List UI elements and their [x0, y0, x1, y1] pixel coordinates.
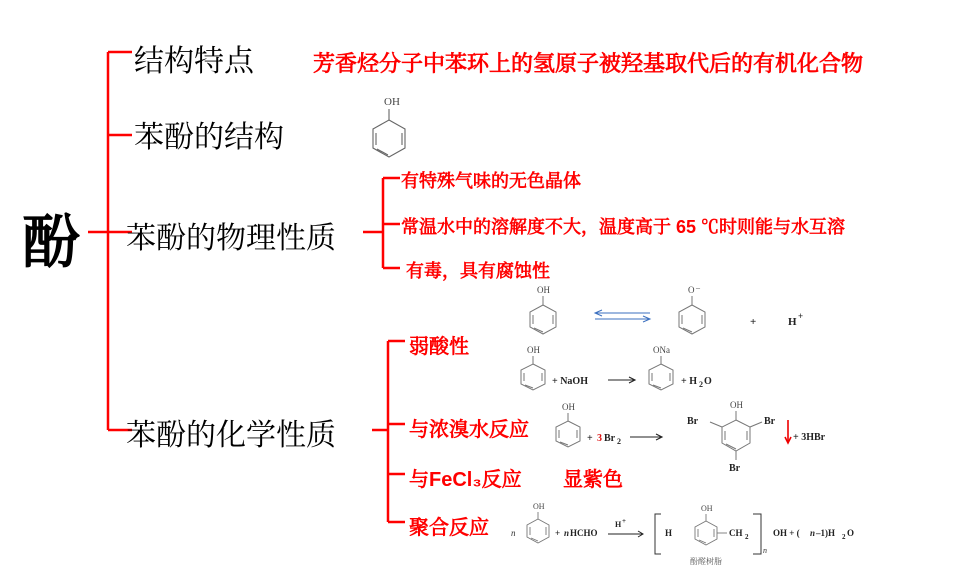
- svg-text:+ 3HBr: + 3HBr: [793, 432, 826, 443]
- structure-features-text: 芳香烃分子中苯环上的氢原子被羟基取代后的有机化合物: [313, 51, 864, 76]
- svg-text:HCHO: HCHO: [570, 528, 598, 538]
- branch-physical-properties[interactable]: 苯酚的物理性质: [126, 222, 336, 255]
- svg-text:OH: OH: [533, 502, 545, 511]
- sub-weak-acidity[interactable]: 弱酸性: [409, 336, 469, 358]
- svg-text:2: 2: [745, 533, 749, 541]
- svg-text:Br: Br: [729, 463, 741, 474]
- svg-text:+ NaOH: + NaOH: [552, 376, 588, 387]
- phenol-structure-diagram: [340, 92, 440, 167]
- svg-text:+: +: [555, 528, 561, 538]
- svg-text:H: H: [788, 316, 797, 328]
- svg-text:CH: CH: [729, 528, 743, 538]
- branch-phenol-structure[interactable]: 苯酚的结构: [134, 121, 284, 154]
- svg-text:n: n: [763, 546, 767, 555]
- svg-text:3: 3: [597, 433, 602, 444]
- fecl3-note: 显紫色: [563, 469, 623, 491]
- svg-text:2: 2: [699, 380, 703, 389]
- physical-property-line-1: 有特殊气味的无色晶体: [401, 171, 581, 191]
- physical-property-line-2: 常温水中的溶解度不大，温度高于 65 ℃时则能与水互溶: [401, 217, 846, 237]
- svg-text:+: +: [622, 517, 626, 525]
- svg-text:O: O: [704, 376, 712, 387]
- svg-text:+: +: [587, 433, 593, 444]
- sub-fecl3-reaction[interactable]: 与FeCl₃反应: [409, 469, 522, 491]
- svg-text:ONa: ONa: [653, 345, 670, 355]
- svg-text:H: H: [665, 528, 673, 538]
- svg-text:+: +: [798, 311, 804, 321]
- svg-text:–1)H: –1)H: [816, 528, 835, 538]
- svg-text:Br: Br: [604, 433, 616, 444]
- physical-property-line-3: 有毒，具有腐蚀性: [406, 261, 550, 281]
- bromine-equation-diagram: [540, 398, 870, 478]
- svg-text:n: n: [810, 528, 816, 538]
- branch-chemical-properties[interactable]: 苯酚的化学性质: [126, 419, 336, 452]
- svg-text:n: n: [511, 528, 516, 538]
- sub-bromine-water-reaction[interactable]: 与浓溴水反应: [409, 419, 529, 441]
- svg-text:2: 2: [617, 437, 621, 446]
- svg-text:2: 2: [842, 533, 846, 541]
- sub-polymerization-reaction[interactable]: 聚合反应: [409, 517, 489, 539]
- svg-text:OH: OH: [562, 402, 575, 412]
- svg-text:–: –: [696, 283, 700, 292]
- svg-text:酚醛树脂: 酚醛树脂: [690, 557, 722, 566]
- svg-text:OH + (: OH + (: [773, 528, 800, 538]
- naoh-equation-diagram: [505, 343, 765, 398]
- svg-text:O: O: [847, 528, 855, 538]
- svg-text:+ H: + H: [681, 376, 697, 387]
- svg-text:OH: OH: [537, 285, 550, 295]
- svg-text:Br: Br: [764, 416, 776, 427]
- ionization-equation-diagram: [510, 283, 830, 343]
- svg-text:OH: OH: [527, 345, 540, 355]
- polymerization-equation-diagram: [505, 498, 925, 568]
- root-node-title: 酚: [22, 210, 82, 275]
- svg-text:+: +: [750, 316, 757, 328]
- svg-text:H: H: [615, 520, 622, 529]
- svg-text:O: O: [688, 285, 695, 295]
- svg-text:OH: OH: [730, 400, 743, 410]
- oh-label: OH: [384, 96, 400, 108]
- svg-text:n: n: [564, 528, 570, 538]
- svg-text:OH: OH: [701, 504, 713, 513]
- branch-structure-features[interactable]: 结构特点: [134, 45, 254, 78]
- svg-text:Br: Br: [687, 416, 699, 427]
